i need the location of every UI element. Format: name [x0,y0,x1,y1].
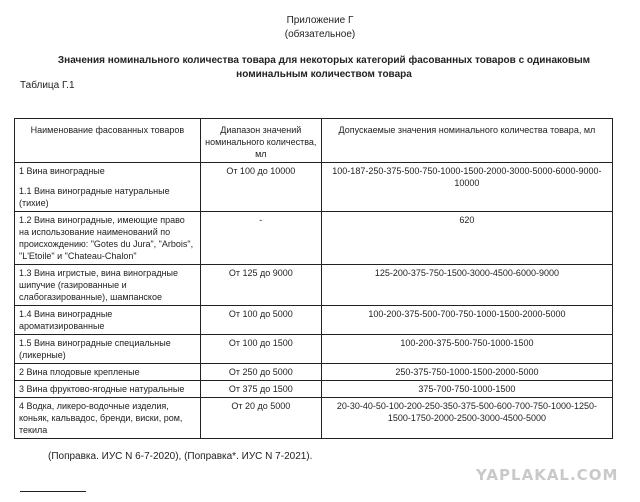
cell-range: От 20 до 5000 [200,398,321,439]
table-row [15,364,613,381]
header-product-name: Наименование фасованных товаров [15,119,201,163]
table-row [15,306,613,335]
cell-product-name: 1.2 Вина виноградные, имеющие право на использование наименований по происхождению: "Gotes du Jura", "Arbois", "L'Etoile" и "Chateau-Chalon" [15,212,201,265]
header-range: Диапазон значений номинального количества, мл [200,119,321,163]
table-label: Таблица Г.1 [20,80,75,91]
cell-values: 620 [321,212,612,265]
product-name: 1 Вина виноградные [19,166,105,176]
cell-values: 20-30-40-50-100-200-250-350-375-500-600-700-750-1000-1250-1500-1750-2000-2500-3000-4500-5000 [321,398,612,439]
cell-values: 250-375-750-1000-1500-2000-5000 [321,364,612,381]
cell-product-name: 1.5 Вина виноградные специальные (ликерные) [15,335,201,364]
footnote-rule [20,491,86,492]
cell-product-name [15,163,201,212]
cell-product-name: 1.3 Вина игристые, вина виноградные шипучие (газированные и слабогазированные), шампанское [15,265,201,306]
cell-range: От 100 до 1500 [200,335,321,364]
values-table [14,118,613,439]
cell-values: 100-200-375-500-700-750-1000-1500-2000-5000 [321,306,612,335]
table-row [15,381,613,398]
appendix-heading [0,14,640,42]
appendix-type: (обязательное) [284,29,356,40]
table-row [15,163,613,212]
table-row [15,212,613,265]
cell-range: От 100 до 5000 [200,306,321,335]
cell-product-name: 2 Вина плодовые крепленые [15,364,201,381]
cell-product-name: 1.4 Вина виноградные ароматизированные [15,306,201,335]
document-subtitle: Значения номинального количества товара для некоторых категорий фасованных товаров с одинаковым номинальным количеством товара [57,55,591,80]
cell-values: 100-187-250-375-500-750-1000-1500-2000-3000-5000-6000-9000-10000 [321,163,612,212]
table-row [15,398,613,439]
cell-range: От 100 до 10000 [200,163,321,212]
amendment-note: (Поправка. ИУС N 6-7-2020), (Поправка*. ИУС N 7-2021). [48,451,313,462]
cell-product-name: 4 Водка, ликеро-водочные изделия, коньяк, кальвадос, бренди, виски, ром, текила [15,398,201,439]
header-allowed-values: Допускаемые значения номинального количества товара, мл [321,119,612,163]
product-subname: 1.1 Вина виноградные натуральные (тихие) [19,186,170,208]
cell-range: От 250 до 5000 [200,364,321,381]
cell-range: - [200,212,321,265]
cell-values: 125-200-375-750-1500-3000-4500-6000-9000 [321,265,612,306]
cell-product-name: 3 Вина фруктово-ягодные натуральные [15,381,201,398]
table-row [15,265,613,306]
cell-values: 100-200-375-500-750-1000-1500 [321,335,612,364]
cell-values: 375-700-750-1000-1500 [321,381,612,398]
cell-range: От 375 до 1500 [200,381,321,398]
appendix-title: Приложение Г [286,15,354,26]
table-row [15,335,613,364]
table-header-row [15,119,613,163]
watermark: YAPLAKAL.COM [476,466,619,484]
cell-range: От 125 до 9000 [200,265,321,306]
